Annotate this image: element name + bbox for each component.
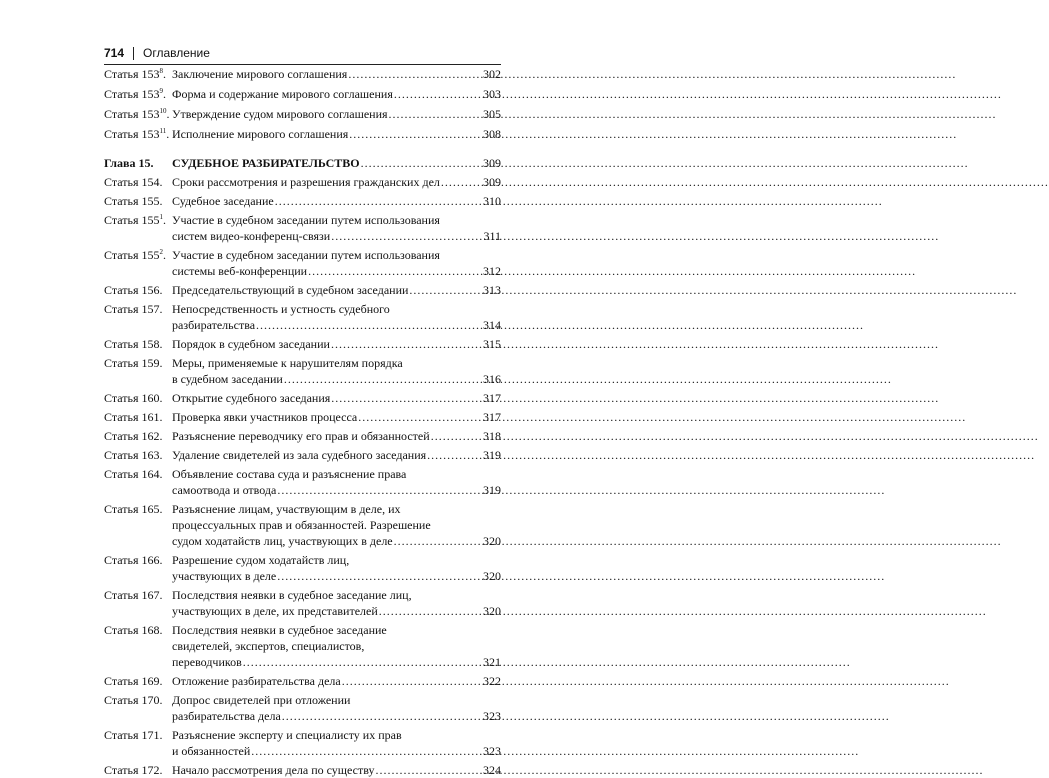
entry-page-number: 320 — [483, 534, 501, 548]
entry-label-text: Статья 158. — [104, 337, 163, 351]
entry-title-line: разбирательства — [172, 318, 256, 332]
toc-entry — [104, 727, 501, 759]
entry-title-line: Удаление свидетелей из зала судебного заседания — [172, 448, 427, 462]
entry-page-number: 323 — [483, 744, 501, 758]
header-title: Оглавление — [143, 46, 210, 60]
dot-leader — [331, 390, 482, 406]
entry-label — [104, 762, 172, 778]
dot-leader — [349, 126, 482, 142]
running-header — [104, 42, 501, 65]
toc-entry — [104, 336, 501, 352]
dot-leader — [441, 174, 482, 190]
entry-label — [104, 390, 172, 406]
entry-title-line: Разъяснение переводчику его прав и обязанностей — [172, 429, 430, 443]
entry-title-line: судом ходатайств лиц, участвующих в деле — [172, 534, 393, 548]
toc-entry — [104, 247, 501, 279]
toc-entry — [104, 692, 501, 724]
entry-label-text: Статья 170. — [104, 693, 163, 707]
toc-entry — [104, 501, 501, 549]
entry-label-superscript: 11 — [159, 127, 167, 135]
entry-label-text: Статья 161. — [104, 410, 163, 424]
header-separator — [133, 47, 134, 60]
entry-title-line: Меры, применяемые к нарушителям порядка — [172, 356, 403, 370]
toc-entry — [104, 86, 501, 102]
entry-label-text: Статья 153 — [104, 107, 160, 121]
entry-label — [104, 282, 172, 298]
entry-page-number: 313 — [483, 283, 501, 297]
entry-label-text: Статья 156. — [104, 283, 163, 297]
entry-page-number: 309 — [483, 175, 501, 189]
entry-label — [104, 466, 172, 498]
toc-entry — [104, 409, 501, 425]
entry-label-text: Статья 164. — [104, 467, 163, 481]
entry-title-line: Проверка явки участников процесса — [172, 410, 358, 424]
entry-page-number: 319 — [483, 448, 501, 462]
entry-label: Статья $153^{11}$. — [104, 127, 170, 141]
entry-title-line: Председательствующий в судебном заседании — [172, 283, 409, 297]
entry-title-line: разбирательства дела — [172, 709, 281, 723]
entry-label-text: Статья 167. — [104, 588, 163, 602]
dot-leader — [256, 317, 482, 333]
dot-leader — [389, 106, 482, 122]
toc-entry — [104, 428, 501, 444]
dot-leader — [275, 193, 482, 209]
entry-page-number: 305 — [483, 107, 501, 121]
entry-title-line: Заключение мирового соглашения — [172, 67, 348, 81]
entry-title-line: Участие в судебном заседании путем использования — [172, 213, 440, 227]
entry-label — [104, 428, 172, 444]
entry-title-line: Исполнение мирового соглашения — [172, 127, 349, 141]
toc-entry — [104, 447, 501, 463]
entry-label-superscript: 8 — [159, 67, 163, 75]
entry-label-text: Статья 160. — [104, 391, 163, 405]
entry-page-number: 317 — [483, 391, 501, 405]
entry-title-line: самоотвода и отвода — [172, 483, 277, 497]
dot-leader — [348, 66, 482, 82]
dot-leader — [376, 762, 483, 778]
dot-leader — [277, 482, 482, 498]
toc-entry — [104, 762, 501, 778]
dot-leader — [342, 673, 482, 689]
dot-leader — [358, 409, 482, 425]
entry-label-text: Статья 171. — [104, 728, 163, 742]
entry-label-superscript: 10 — [159, 107, 167, 115]
entry-title-line: Непосредственность и устность судебного — [172, 302, 390, 316]
entry-label — [104, 174, 172, 190]
toc-entry — [104, 212, 501, 244]
entry-label-superscript: 1 — [159, 213, 163, 221]
entry-page-number: 314 — [483, 318, 501, 332]
dot-leader — [394, 86, 482, 102]
dot-leader — [277, 568, 482, 584]
dot-leader — [308, 263, 482, 279]
entry-title-line: Последствия неявки в судебное заседание — [172, 623, 387, 637]
entry-label — [104, 447, 172, 463]
entry-title-line: процессуальных прав и обязанностей. Разрешение — [172, 518, 431, 532]
entry-label-text: Статья 157. — [104, 302, 163, 316]
entry-label — [104, 336, 172, 352]
table-of-contents — [104, 66, 501, 778]
dot-leader — [394, 533, 482, 549]
entry-title-line: Отложение разбирательства дела — [172, 674, 341, 688]
entry-label: Статья $153^8$. — [104, 67, 166, 81]
entry-label — [104, 501, 172, 549]
entry-label-text: Статья 155 — [104, 248, 160, 262]
entry-page-number: 318 — [483, 429, 501, 443]
entry-label-text: Статья 162. — [104, 429, 163, 443]
toc-entry — [104, 587, 501, 619]
toc-entry — [104, 673, 501, 689]
entry-title-line: переводчиков — [172, 655, 242, 669]
dot-leader — [379, 603, 482, 619]
entry-label: Статья $155^2$. — [104, 248, 166, 262]
entry-page-number: 303 — [483, 87, 501, 101]
dot-leader — [427, 447, 482, 463]
entry-page-number: 320 — [483, 569, 501, 583]
toc-entry — [104, 552, 501, 584]
entry-title-line: Форма и содержание мирового соглашения — [172, 87, 393, 101]
entry-title-line: Объявление состава суда и разъяснение права — [172, 467, 407, 481]
entry-title-line: Судебное заседание — [172, 194, 274, 208]
toc-entry — [104, 282, 501, 298]
entry-page-number: 317 — [483, 410, 501, 424]
entry-title-line: СУДЕБНОЕ РАЗБИРАТЕЛЬСТВО — [172, 156, 360, 170]
dot-leader — [431, 428, 482, 444]
entry-label-superscript: 9 — [159, 87, 163, 95]
toc-entry — [104, 355, 501, 387]
dot-leader — [251, 743, 482, 759]
entry-page-number: 308 — [483, 127, 501, 141]
entry-page-number: 310 — [483, 194, 501, 208]
entry-title-line: Разъяснение лицам, участвующим в деле, их — [172, 502, 401, 516]
entry-title-line: Участие в судебном заседании путем использования — [172, 248, 440, 262]
toc-entry — [104, 126, 501, 142]
entry-title-line: Утверждение судом мирового соглашения — [172, 107, 388, 121]
toc-entry — [104, 66, 501, 82]
dot-leader — [284, 371, 482, 387]
entry-label-text: Статья 165. — [104, 502, 163, 516]
entry-page-number: 324 — [483, 763, 501, 777]
entry-title-line: Открытие судебного заседания — [172, 391, 331, 405]
entry-page-number: 302 — [483, 67, 501, 81]
toc-entry — [104, 622, 501, 670]
entry-page-number: 312 — [483, 264, 501, 278]
toc-entry — [104, 174, 501, 190]
entry-label-text: Статья 153 — [104, 127, 160, 141]
entry-title-line: системы веб-конференции — [172, 264, 308, 278]
toc-entry — [104, 106, 501, 122]
entry-label-text: Статья 166. — [104, 553, 163, 567]
entry-page-number: 309 — [483, 156, 501, 170]
entry-label — [104, 673, 172, 689]
entry-label — [104, 193, 172, 209]
entry-page-number: 311 — [483, 229, 501, 243]
entry-label-text: Статья 172. — [104, 763, 163, 777]
toc-entry — [104, 466, 501, 498]
entry-title-line: участвующих в деле — [172, 569, 277, 583]
dot-leader — [409, 282, 482, 298]
dot-leader — [331, 228, 482, 244]
entry-label-text: Статья 163. — [104, 448, 163, 462]
entry-title-line: Сроки рассмотрения и разрешения гражданских дел — [172, 175, 440, 189]
entry-label — [104, 155, 172, 171]
entry-label — [104, 301, 172, 333]
entry-label-text: Статья 169. — [104, 674, 163, 688]
entry-label-text: Статья 153 — [104, 87, 160, 101]
entry-title-line: Порядок в судебном заседании — [172, 337, 330, 351]
entry-page-number: 315 — [483, 337, 501, 351]
entry-label-text: Статья 155. — [104, 194, 163, 208]
entry-title-line: Допрос свидетелей при отложении — [172, 693, 351, 707]
entry-title-line: и обязанностей — [172, 744, 251, 758]
entry-title-line: Начало рассмотрения дела по существу — [172, 763, 375, 777]
entry-page-number: 321 — [483, 655, 501, 669]
entry-label-text: Статья 168. — [104, 623, 163, 637]
entry-label-text: Статья 159. — [104, 356, 163, 370]
entry-label: Статья $153^{10}$. — [104, 107, 170, 121]
entry-label: Статья $153^9$. — [104, 87, 166, 101]
page-number: 714 — [104, 46, 125, 60]
entry-label-text: Статья 155 — [104, 213, 160, 227]
dot-leader — [282, 708, 482, 724]
dot-leader — [331, 336, 482, 352]
entry-title-line: Разрешение судом ходатайств лиц, — [172, 553, 350, 567]
entry-title-line: участвующих в деле, их представителей — [172, 604, 378, 618]
entry-label — [104, 692, 172, 724]
entry-label-text: Статья 154. — [104, 175, 163, 189]
entry-page-number: 323 — [483, 709, 501, 723]
entry-page-number: 316 — [483, 372, 501, 386]
entry-label-text: Статья 153 — [104, 67, 160, 81]
entry-page-number: 319 — [483, 483, 501, 497]
toc-entry — [104, 390, 501, 406]
entry-title-line: Последствия неявки в судебное заседание лиц, — [172, 588, 412, 602]
toc-entry — [104, 193, 501, 209]
entry-title-line: в судебном заседании — [172, 372, 283, 386]
toc-entry — [104, 301, 501, 333]
entry-page-number: 322 — [483, 674, 501, 688]
entry-label — [104, 587, 172, 619]
toc-chapter — [104, 155, 501, 171]
entry-label — [104, 355, 172, 387]
entry-label — [104, 727, 172, 759]
entry-label — [104, 409, 172, 425]
dot-leader — [243, 654, 482, 670]
entry-title-line: Разъяснение эксперту и специалисту их прав — [172, 728, 402, 742]
entry-label — [104, 552, 172, 584]
entry-label-text: Глава 15. — [104, 156, 154, 170]
entry-title-line: свидетелей, экспертов, специалистов, — [172, 639, 365, 653]
dot-leader — [361, 155, 482, 171]
entry-label-superscript: 2 — [159, 248, 163, 256]
entry-label — [104, 622, 172, 670]
entry-page-number: 320 — [483, 604, 501, 618]
entry-label: Статья $155^1$. — [104, 213, 166, 227]
entry-title-line: систем видео-конференц-связи — [172, 229, 331, 243]
